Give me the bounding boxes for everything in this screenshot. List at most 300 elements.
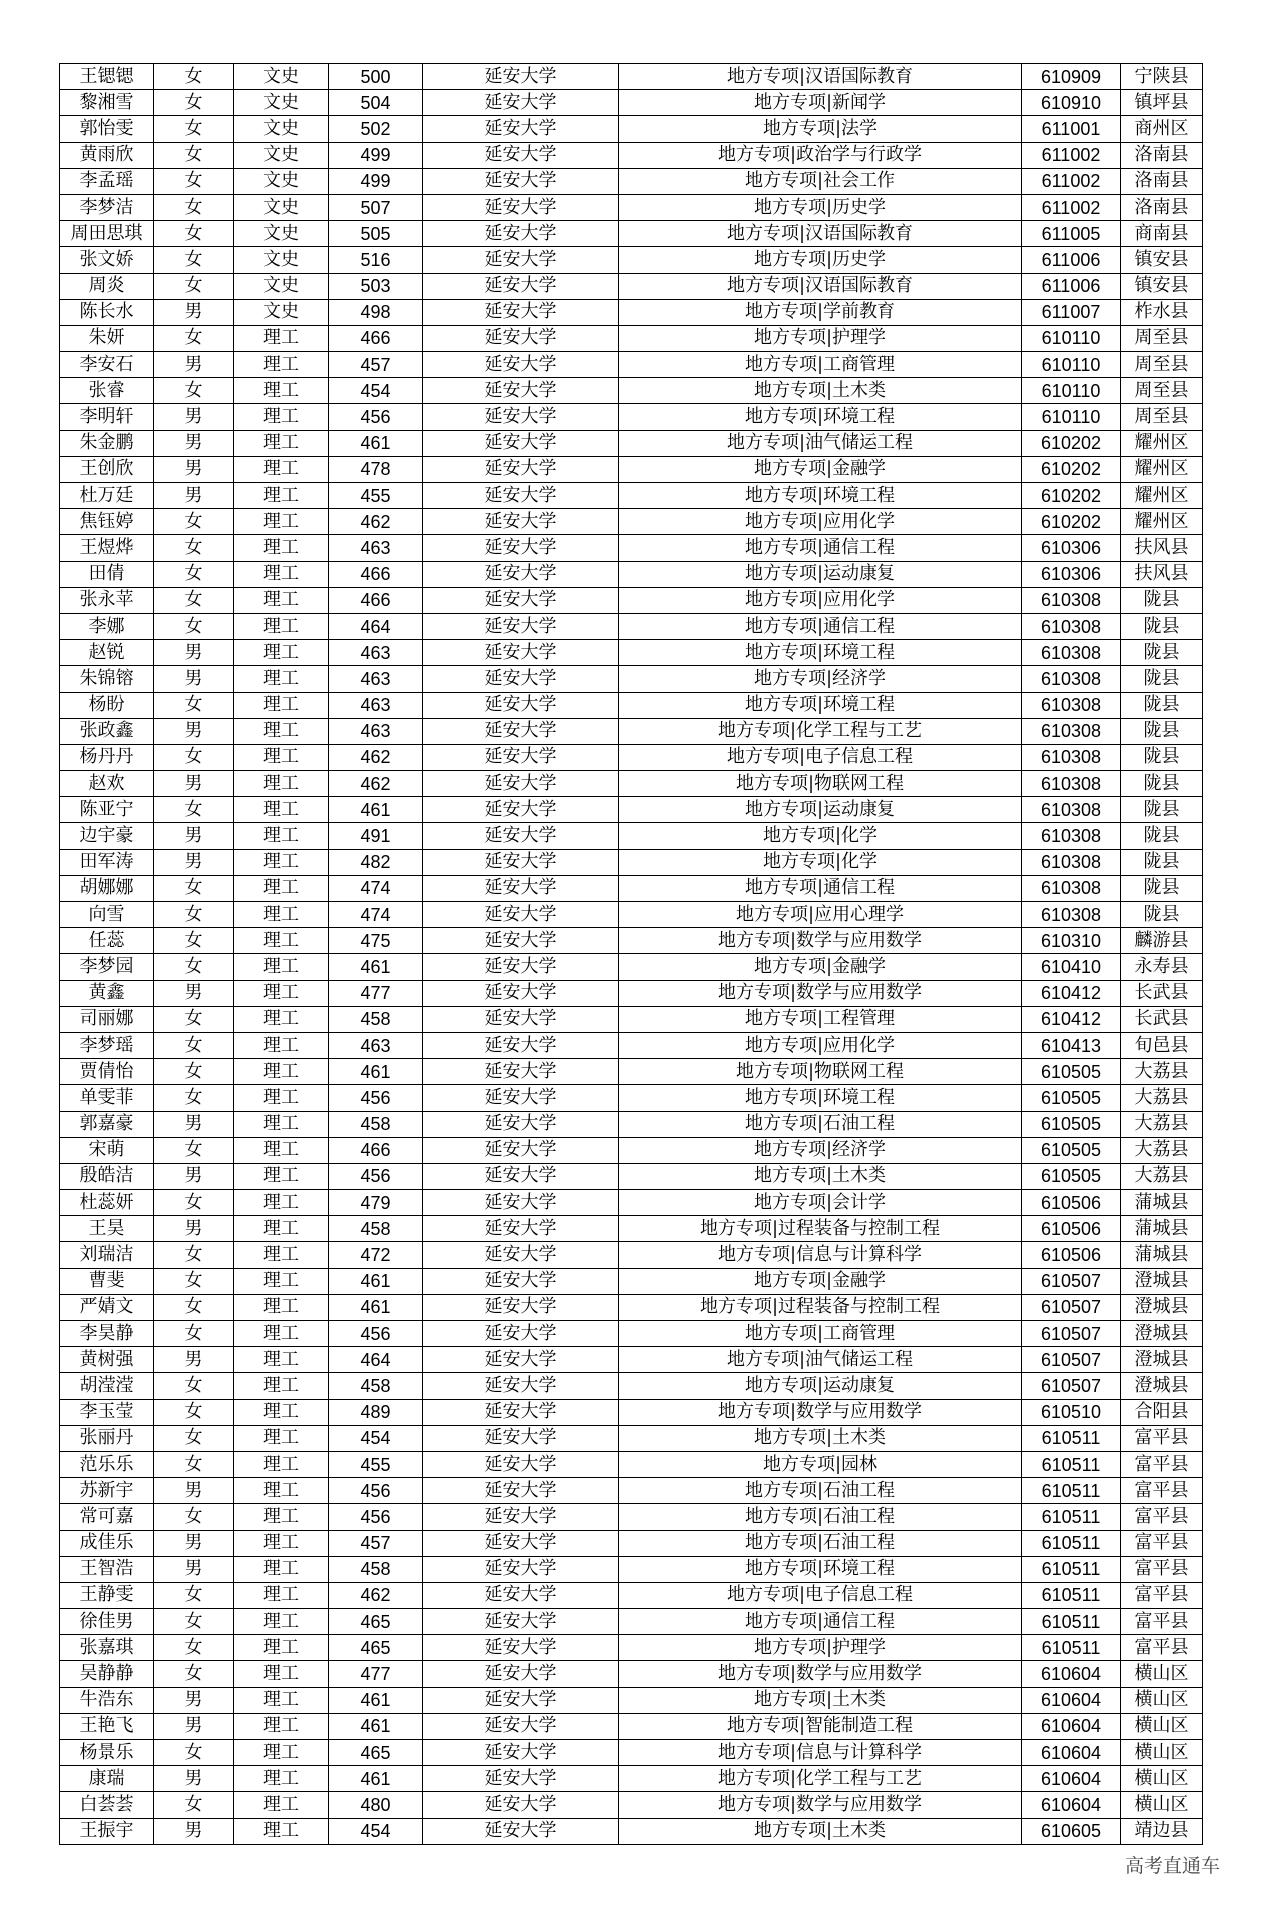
county-cell: 大荔县	[1121, 1085, 1203, 1111]
county-cell: 蒲城县	[1121, 1242, 1203, 1268]
table-row	[60, 1687, 1203, 1713]
gender-cell: 女	[154, 954, 234, 980]
score-cell: 491	[329, 823, 423, 849]
county-cell: 陇县	[1121, 849, 1203, 875]
county-cell: 镇安县	[1121, 247, 1203, 273]
county-cell: 富平县	[1121, 1556, 1203, 1582]
name-cell: 王智浩	[60, 1556, 154, 1582]
category-cell: 理工	[234, 1006, 329, 1032]
gender-cell: 女	[154, 1373, 234, 1399]
county-cell: 镇安县	[1121, 273, 1203, 299]
code-cell: 610310	[1022, 928, 1121, 954]
gender-cell: 女	[154, 194, 234, 220]
code-cell: 610507	[1022, 1373, 1121, 1399]
code-cell: 610306	[1022, 561, 1121, 587]
university-cell: 延安大学	[423, 1425, 619, 1451]
county-cell: 商州区	[1121, 116, 1203, 142]
name-cell: 周炎	[60, 273, 154, 299]
major-cell: 地方专项|社会工作	[619, 168, 1022, 194]
university-cell: 延安大学	[423, 483, 619, 509]
major-cell: 地方专项|学前教育	[619, 299, 1022, 325]
university-cell: 延安大学	[423, 1792, 619, 1818]
category-cell: 文史	[234, 299, 329, 325]
category-cell: 理工	[234, 1740, 329, 1766]
table-row	[60, 1818, 1203, 1844]
county-cell: 镇坪县	[1121, 90, 1203, 116]
major-cell: 地方专项|会计学	[619, 1190, 1022, 1216]
table-row	[60, 902, 1203, 928]
category-cell: 理工	[234, 587, 329, 613]
category-cell: 理工	[234, 483, 329, 509]
category-cell: 理工	[234, 666, 329, 692]
score-cell: 456	[329, 1504, 423, 1530]
table-row	[60, 64, 1203, 90]
major-cell: 地方专项|汉语国际教育	[619, 64, 1022, 90]
category-cell: 理工	[234, 1242, 329, 1268]
code-cell: 610511	[1022, 1425, 1121, 1451]
category-cell: 理工	[234, 1163, 329, 1189]
score-cell: 458	[329, 1373, 423, 1399]
county-cell: 蒲城县	[1121, 1216, 1203, 1242]
major-cell: 地方专项|石油工程	[619, 1530, 1022, 1556]
name-cell: 苏新宇	[60, 1478, 154, 1504]
gender-cell: 女	[154, 142, 234, 168]
name-cell: 向雪	[60, 902, 154, 928]
code-cell: 610511	[1022, 1609, 1121, 1635]
gender-cell: 女	[154, 1609, 234, 1635]
university-cell: 延安大学	[423, 352, 619, 378]
score-cell: 461	[329, 1687, 423, 1713]
major-cell: 地方专项|物联网工程	[619, 771, 1022, 797]
county-cell: 耀州区	[1121, 483, 1203, 509]
code-cell: 610413	[1022, 1032, 1121, 1058]
county-cell: 富平县	[1121, 1478, 1203, 1504]
code-cell: 610202	[1022, 456, 1121, 482]
county-cell: 大荔县	[1121, 1163, 1203, 1189]
county-cell: 陇县	[1121, 744, 1203, 770]
code-cell: 611006	[1022, 273, 1121, 299]
name-cell: 赵欢	[60, 771, 154, 797]
category-cell: 理工	[234, 378, 329, 404]
county-cell: 澄城县	[1121, 1268, 1203, 1294]
county-cell: 澄城县	[1121, 1347, 1203, 1373]
university-cell: 延安大学	[423, 587, 619, 613]
university-cell: 延安大学	[423, 1268, 619, 1294]
name-cell: 胡滢滢	[60, 1373, 154, 1399]
name-cell: 牛浩东	[60, 1687, 154, 1713]
table-row	[60, 666, 1203, 692]
score-cell: 461	[329, 954, 423, 980]
major-cell: 地方专项|经济学	[619, 1137, 1022, 1163]
university-cell: 延安大学	[423, 980, 619, 1006]
category-cell: 文史	[234, 273, 329, 299]
county-cell: 长武县	[1121, 1006, 1203, 1032]
name-cell: 王煜烨	[60, 535, 154, 561]
gender-cell: 男	[154, 1163, 234, 1189]
major-cell: 地方专项|石油工程	[619, 1478, 1022, 1504]
category-cell: 文史	[234, 90, 329, 116]
category-cell: 理工	[234, 1478, 329, 1504]
university-cell: 延安大学	[423, 1321, 619, 1347]
table-row	[60, 954, 1203, 980]
gender-cell: 女	[154, 325, 234, 351]
university-cell: 延安大学	[423, 1504, 619, 1530]
code-cell: 610511	[1022, 1451, 1121, 1477]
table-row	[60, 273, 1203, 299]
university-cell: 延安大学	[423, 1609, 619, 1635]
category-cell: 理工	[234, 640, 329, 666]
category-cell: 理工	[234, 1504, 329, 1530]
major-cell: 地方专项|应用化学	[619, 587, 1022, 613]
score-cell: 463	[329, 1032, 423, 1058]
county-cell: 耀州区	[1121, 430, 1203, 456]
table-row	[60, 430, 1203, 456]
gender-cell: 女	[154, 1268, 234, 1294]
table-row	[60, 116, 1203, 142]
score-cell: 461	[329, 1766, 423, 1792]
name-cell: 王锶锶	[60, 64, 154, 90]
major-cell: 地方专项|护理学	[619, 1635, 1022, 1661]
name-cell: 李娜	[60, 613, 154, 639]
university-cell: 延安大学	[423, 1399, 619, 1425]
major-cell: 地方专项|数学与应用数学	[619, 1661, 1022, 1687]
name-cell: 黄鑫	[60, 980, 154, 1006]
major-cell: 地方专项|石油工程	[619, 1111, 1022, 1137]
code-cell: 610308	[1022, 849, 1121, 875]
watermark-text: 高考直通车	[1124, 1855, 1220, 1877]
table-row	[60, 928, 1203, 954]
county-cell: 周至县	[1121, 352, 1203, 378]
code-cell: 610604	[1022, 1740, 1121, 1766]
score-cell: 458	[329, 1006, 423, 1032]
score-cell: 479	[329, 1190, 423, 1216]
name-cell: 张永苹	[60, 587, 154, 613]
score-cell: 474	[329, 902, 423, 928]
category-cell: 理工	[234, 1792, 329, 1818]
university-cell: 延安大学	[423, 561, 619, 587]
score-cell: 456	[329, 404, 423, 430]
gender-cell: 女	[154, 1635, 234, 1661]
score-cell: 461	[329, 1059, 423, 1085]
gender-cell: 男	[154, 1556, 234, 1582]
code-cell: 610110	[1022, 352, 1121, 378]
table-row	[60, 1268, 1203, 1294]
university-cell: 延安大学	[423, 1294, 619, 1320]
score-cell: 480	[329, 1792, 423, 1818]
name-cell: 贾倩怡	[60, 1059, 154, 1085]
name-cell: 王振宇	[60, 1818, 154, 1844]
university-cell: 延安大学	[423, 928, 619, 954]
county-cell: 富平县	[1121, 1425, 1203, 1451]
table-row	[60, 692, 1203, 718]
university-cell: 延安大学	[423, 954, 619, 980]
code-cell: 610604	[1022, 1792, 1121, 1818]
name-cell: 焦钰婷	[60, 509, 154, 535]
gender-cell: 女	[154, 509, 234, 535]
table-row	[60, 718, 1203, 744]
table-row	[60, 1059, 1203, 1085]
category-cell: 文史	[234, 247, 329, 273]
university-cell: 延安大学	[423, 1373, 619, 1399]
code-cell: 610202	[1022, 509, 1121, 535]
code-cell: 610308	[1022, 797, 1121, 823]
code-cell: 610308	[1022, 613, 1121, 639]
score-cell: 463	[329, 640, 423, 666]
major-cell: 地方专项|数学与应用数学	[619, 1792, 1022, 1818]
major-cell: 地方专项|经济学	[619, 666, 1022, 692]
code-cell: 610506	[1022, 1216, 1121, 1242]
name-cell: 张嘉琪	[60, 1635, 154, 1661]
category-cell: 理工	[234, 718, 329, 744]
university-cell: 延安大学	[423, 1347, 619, 1373]
major-cell: 地方专项|通信工程	[619, 875, 1022, 901]
name-cell: 张睿	[60, 378, 154, 404]
county-cell: 澄城县	[1121, 1294, 1203, 1320]
category-cell: 理工	[234, 823, 329, 849]
score-cell: 499	[329, 168, 423, 194]
table-row	[60, 1163, 1203, 1189]
name-cell: 宋萌	[60, 1137, 154, 1163]
name-cell: 李玉莹	[60, 1399, 154, 1425]
code-cell: 610506	[1022, 1190, 1121, 1216]
county-cell: 陇县	[1121, 666, 1203, 692]
university-cell: 延安大学	[423, 1242, 619, 1268]
county-cell: 陇县	[1121, 797, 1203, 823]
university-cell: 延安大学	[423, 613, 619, 639]
major-cell: 地方专项|运动康复	[619, 1373, 1022, 1399]
table-row	[60, 1216, 1203, 1242]
major-cell: 地方专项|石油工程	[619, 1504, 1022, 1530]
major-cell: 地方专项|化学工程与工艺	[619, 1766, 1022, 1792]
gender-cell: 女	[154, 247, 234, 273]
table-row	[60, 1713, 1203, 1739]
gender-cell: 女	[154, 1242, 234, 1268]
score-cell: 462	[329, 509, 423, 535]
major-cell: 地方专项|物联网工程	[619, 1059, 1022, 1085]
score-cell: 475	[329, 928, 423, 954]
code-cell: 610412	[1022, 1006, 1121, 1032]
gender-cell: 女	[154, 273, 234, 299]
county-cell: 永寿县	[1121, 954, 1203, 980]
gender-cell: 男	[154, 980, 234, 1006]
gender-cell: 男	[154, 718, 234, 744]
university-cell: 延安大学	[423, 1478, 619, 1504]
code-cell: 610506	[1022, 1242, 1121, 1268]
major-cell: 地方专项|金融学	[619, 456, 1022, 482]
category-cell: 理工	[234, 1137, 329, 1163]
score-cell: 456	[329, 1478, 423, 1504]
county-cell: 旬邑县	[1121, 1032, 1203, 1058]
gender-cell: 男	[154, 1818, 234, 1844]
name-cell: 成佳乐	[60, 1530, 154, 1556]
name-cell: 李孟瑶	[60, 168, 154, 194]
category-cell: 理工	[234, 1032, 329, 1058]
gender-cell: 男	[154, 666, 234, 692]
score-cell: 457	[329, 1530, 423, 1556]
major-cell: 地方专项|过程装备与控制工程	[619, 1216, 1022, 1242]
score-cell: 455	[329, 1451, 423, 1477]
major-cell: 地方专项|环境工程	[619, 640, 1022, 666]
code-cell: 610308	[1022, 902, 1121, 928]
university-cell: 延安大学	[423, 1582, 619, 1608]
name-cell: 杨盼	[60, 692, 154, 718]
gender-cell: 男	[154, 404, 234, 430]
major-cell: 地方专项|环境工程	[619, 692, 1022, 718]
score-cell: 463	[329, 535, 423, 561]
category-cell: 理工	[234, 1085, 329, 1111]
score-cell: 461	[329, 797, 423, 823]
score-cell: 489	[329, 1399, 423, 1425]
table-row	[60, 1085, 1203, 1111]
gender-cell: 男	[154, 456, 234, 482]
table-row	[60, 1347, 1203, 1373]
major-cell: 地方专项|数学与应用数学	[619, 928, 1022, 954]
gender-cell: 男	[154, 430, 234, 456]
gender-cell: 男	[154, 1478, 234, 1504]
table-row	[60, 1582, 1203, 1608]
gender-cell: 女	[154, 1451, 234, 1477]
gender-cell: 男	[154, 849, 234, 875]
gender-cell: 女	[154, 1032, 234, 1058]
county-cell: 富平县	[1121, 1582, 1203, 1608]
university-cell: 延安大学	[423, 1216, 619, 1242]
major-cell: 地方专项|土木类	[619, 378, 1022, 404]
code-cell: 611001	[1022, 116, 1121, 142]
score-cell: 461	[329, 1713, 423, 1739]
gender-cell: 女	[154, 1661, 234, 1687]
score-cell: 465	[329, 1609, 423, 1635]
score-cell: 500	[329, 64, 423, 90]
county-cell: 陇县	[1121, 692, 1203, 718]
county-cell: 陇县	[1121, 640, 1203, 666]
gender-cell: 女	[154, 1425, 234, 1451]
category-cell: 理工	[234, 1059, 329, 1085]
table-row	[60, 247, 1203, 273]
category-cell: 理工	[234, 456, 329, 482]
category-cell: 理工	[234, 1582, 329, 1608]
university-cell: 延安大学	[423, 692, 619, 718]
gender-cell: 女	[154, 561, 234, 587]
table-row	[60, 744, 1203, 770]
gender-cell: 女	[154, 1085, 234, 1111]
table-row	[60, 640, 1203, 666]
score-cell: 465	[329, 1635, 423, 1661]
university-cell: 延安大学	[423, 325, 619, 351]
name-cell: 朱妍	[60, 325, 154, 351]
category-cell: 理工	[234, 404, 329, 430]
university-cell: 延安大学	[423, 1635, 619, 1661]
code-cell: 610306	[1022, 535, 1121, 561]
gender-cell: 女	[154, 902, 234, 928]
name-cell: 王创欣	[60, 456, 154, 482]
major-cell: 地方专项|政治学与行政学	[619, 142, 1022, 168]
table-row	[60, 980, 1203, 1006]
university-cell: 延安大学	[423, 1059, 619, 1085]
category-cell: 理工	[234, 1766, 329, 1792]
code-cell: 610308	[1022, 771, 1121, 797]
code-cell: 610507	[1022, 1294, 1121, 1320]
university-cell: 延安大学	[423, 299, 619, 325]
code-cell: 610604	[1022, 1687, 1121, 1713]
name-cell: 黄树强	[60, 1347, 154, 1373]
county-cell: 大荔县	[1121, 1111, 1203, 1137]
score-cell: 507	[329, 194, 423, 220]
name-cell: 范乐乐	[60, 1451, 154, 1477]
category-cell: 文史	[234, 64, 329, 90]
university-cell: 延安大学	[423, 771, 619, 797]
county-cell: 蒲城县	[1121, 1190, 1203, 1216]
university-cell: 延安大学	[423, 902, 619, 928]
category-cell: 理工	[234, 1190, 329, 1216]
table-row	[60, 168, 1203, 194]
name-cell: 杨丹丹	[60, 744, 154, 770]
county-cell: 富平县	[1121, 1635, 1203, 1661]
county-cell: 陇县	[1121, 902, 1203, 928]
gender-cell: 女	[154, 1059, 234, 1085]
university-cell: 延安大学	[423, 1085, 619, 1111]
university-cell: 延安大学	[423, 1713, 619, 1739]
major-cell: 地方专项|土木类	[619, 1425, 1022, 1451]
gender-cell: 男	[154, 1687, 234, 1713]
table-row	[60, 1766, 1203, 1792]
county-cell: 陇县	[1121, 587, 1203, 613]
name-cell: 郭嘉豪	[60, 1111, 154, 1137]
gender-cell: 女	[154, 1399, 234, 1425]
table-row	[60, 352, 1203, 378]
name-cell: 张文娇	[60, 247, 154, 273]
score-cell: 505	[329, 221, 423, 247]
county-cell: 合阳县	[1121, 1399, 1203, 1425]
county-cell: 陇县	[1121, 718, 1203, 744]
county-cell: 澄城县	[1121, 1321, 1203, 1347]
university-cell: 延安大学	[423, 430, 619, 456]
university-cell: 延安大学	[423, 116, 619, 142]
university-cell: 延安大学	[423, 247, 619, 273]
county-cell: 陇县	[1121, 875, 1203, 901]
score-cell: 463	[329, 666, 423, 692]
name-cell: 徐佳男	[60, 1609, 154, 1635]
university-cell: 延安大学	[423, 142, 619, 168]
gender-cell: 女	[154, 744, 234, 770]
category-cell: 理工	[234, 980, 329, 1006]
category-cell: 理工	[234, 1713, 329, 1739]
gender-cell: 女	[154, 535, 234, 561]
gender-cell: 女	[154, 613, 234, 639]
county-cell: 耀州区	[1121, 456, 1203, 482]
category-cell: 理工	[234, 535, 329, 561]
major-cell: 地方专项|环境工程	[619, 1556, 1022, 1582]
category-cell: 理工	[234, 325, 329, 351]
table-row	[60, 1792, 1203, 1818]
table-row	[60, 509, 1203, 535]
name-cell: 杜万廷	[60, 483, 154, 509]
major-cell: 地方专项|运动康复	[619, 797, 1022, 823]
name-cell: 李安石	[60, 352, 154, 378]
code-cell: 610110	[1022, 325, 1121, 351]
score-cell: 461	[329, 430, 423, 456]
gender-cell: 男	[154, 1766, 234, 1792]
score-cell: 461	[329, 1268, 423, 1294]
county-cell: 周至县	[1121, 325, 1203, 351]
major-cell: 地方专项|汉语国际教育	[619, 273, 1022, 299]
gender-cell: 女	[154, 64, 234, 90]
name-cell: 朱金鹏	[60, 430, 154, 456]
major-cell: 地方专项|信息与计算科学	[619, 1740, 1022, 1766]
code-cell: 610110	[1022, 404, 1121, 430]
university-cell: 延安大学	[423, 1032, 619, 1058]
category-cell: 理工	[234, 771, 329, 797]
code-cell: 610605	[1022, 1818, 1121, 1844]
